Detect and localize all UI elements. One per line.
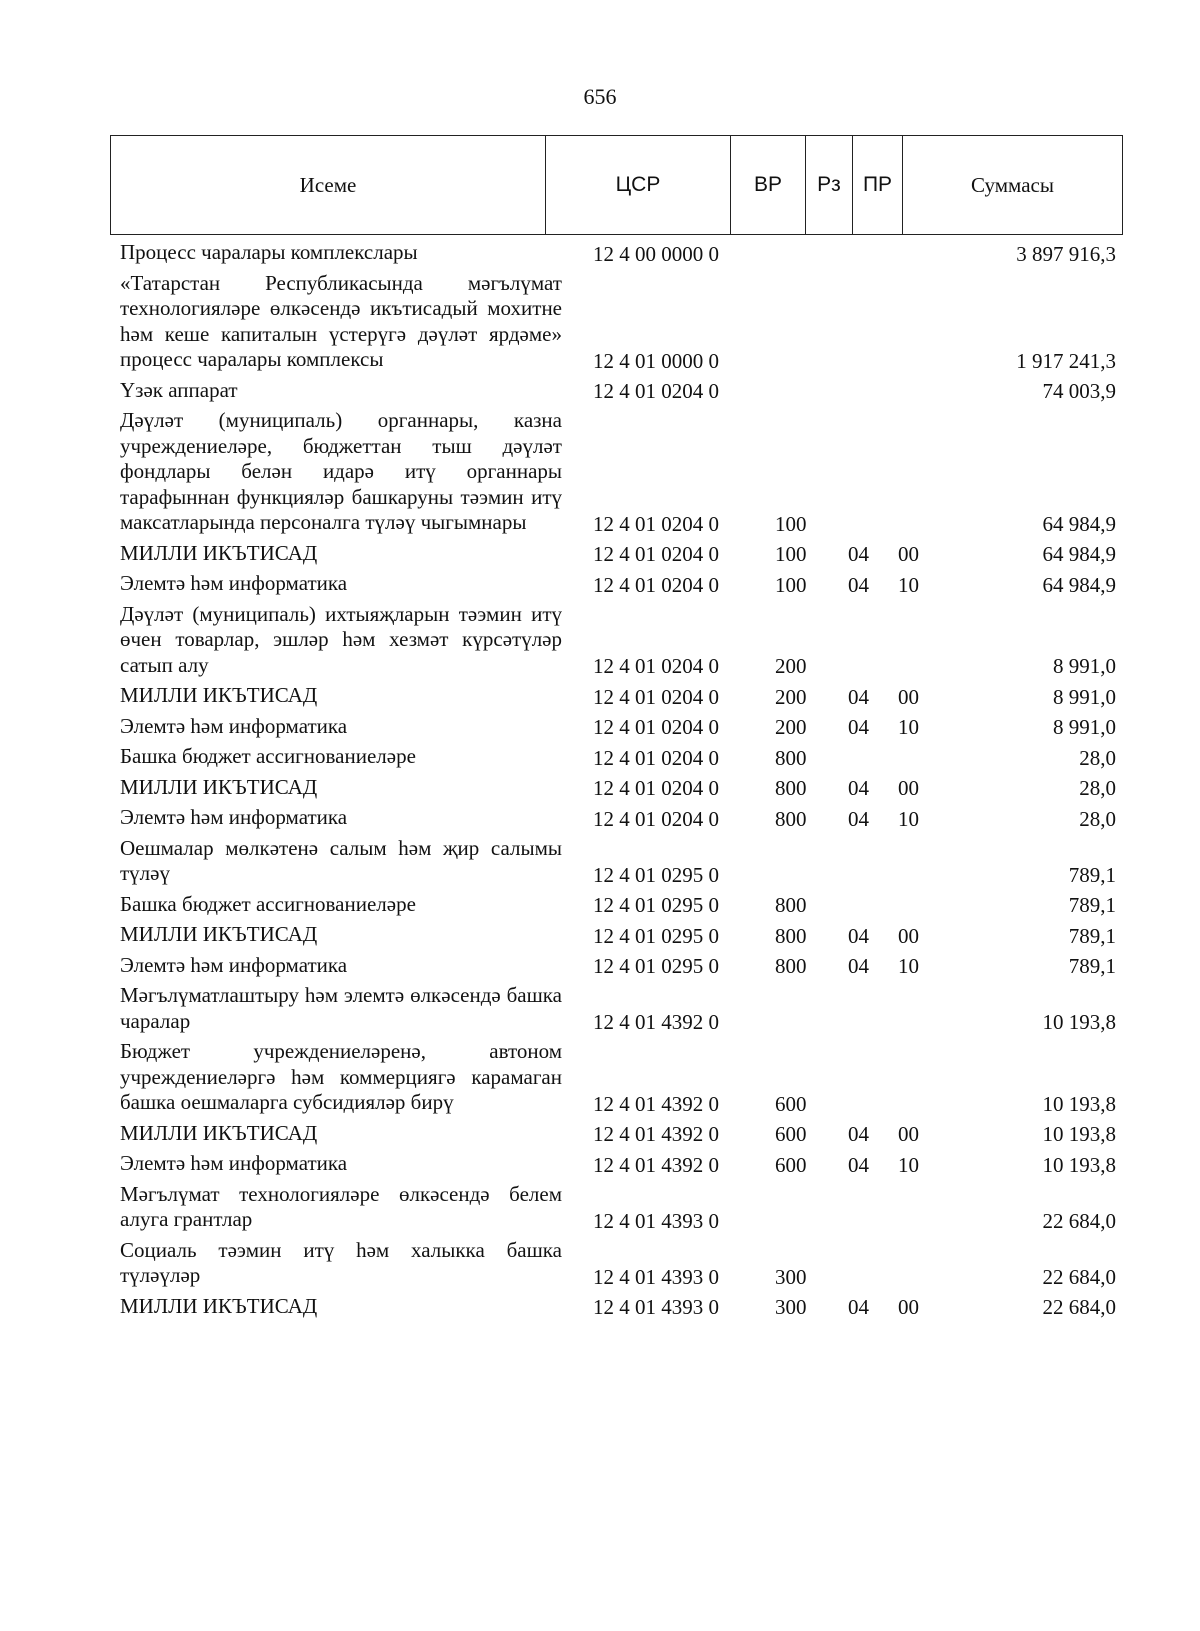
header-sum: Суммасы (903, 136, 1123, 235)
table-row (110, 890, 1122, 921)
row-vr: 800 (775, 776, 807, 800)
row-vr: 200 (775, 715, 807, 739)
row-csr: 12 4 01 0204 0 (593, 379, 719, 403)
row-sum: 64 984,9 (1042, 511, 1116, 536)
row-vr: 300 (775, 1295, 807, 1319)
row-vr: 800 (775, 893, 807, 917)
page-number: 656 (583, 84, 617, 109)
row-rz: 04 (848, 954, 869, 978)
table-row (110, 406, 1122, 539)
table-header (110, 135, 1123, 235)
table-row (110, 742, 1122, 773)
row-pr: 00 (898, 1122, 919, 1146)
row-name: Оешмалар мөлкәтенә салым һәм җир салымы түләү (120, 835, 562, 885)
row-sum: 789,1 (1068, 954, 1116, 978)
table-row (110, 569, 1122, 600)
row-sum: 3 897 916,3 (1016, 241, 1116, 266)
row-csr: 12 4 00 0000 0 (593, 241, 719, 266)
row-name: «Татарстан Республикасында мәгълүмат технологияләре өлкәсендә икътисадый мохитне һәм кеше капиталын үстерүгә дәүләт ярдәме» процесс чаралары комплексы (120, 270, 562, 371)
row-csr: 12 4 01 0295 0 (593, 923, 719, 948)
row-pr: 00 (898, 542, 919, 566)
row-vr: 600 (775, 1122, 807, 1146)
row-csr: 12 4 01 0295 0 (593, 862, 719, 887)
row-pr: 10 (898, 806, 919, 831)
row-sum: 64 984,9 (1042, 572, 1116, 597)
row-csr: 12 4 01 0295 0 (593, 893, 719, 917)
row-sum: 8 991,0 (1053, 654, 1116, 678)
row-name: МИЛЛИ ИКЪТИСАД (120, 774, 318, 799)
table-row (110, 539, 1122, 570)
row-name: МИЛЛИ ИКЪТИСАД (120, 540, 318, 565)
row-sum: 64 984,9 (1042, 542, 1116, 566)
row-name: МИЛЛИ ИКЪТИСАД (120, 922, 318, 946)
row-vr: 800 (775, 954, 807, 978)
row-rz: 04 (848, 923, 869, 948)
row-sum: 28,0 (1079, 745, 1116, 770)
row-vr: 300 (775, 1264, 807, 1289)
row-name: Элемтә һәм информатика (120, 952, 348, 977)
row-vr: 800 (775, 923, 807, 948)
row-pr: 00 (898, 776, 919, 800)
row-name: Элемтә һәм информатика (120, 805, 348, 829)
row-sum: 10 193,8 (1042, 1152, 1116, 1177)
row-rz: 04 (848, 715, 869, 739)
row-rz: 04 (848, 806, 869, 831)
row-vr: 200 (775, 684, 807, 709)
row-vr: 800 (775, 745, 807, 770)
row-sum: 22 684,0 (1042, 1208, 1116, 1233)
row-csr: 12 4 01 0204 0 (593, 511, 719, 536)
row-rz: 04 (848, 572, 869, 597)
row-rz: 04 (848, 1122, 869, 1146)
row-csr: 12 4 01 4392 0 (593, 1152, 719, 1177)
row-name: Социаль тәэмин итү һәм халыкка башка түләүләр (120, 1237, 562, 1287)
row-sum: 789,1 (1068, 923, 1116, 948)
row-name: Үзәк аппарат (120, 377, 238, 402)
row-rz: 04 (848, 1295, 869, 1319)
row-sum: 8 991,0 (1053, 684, 1116, 709)
table-row (110, 920, 1122, 951)
row-csr: 12 4 01 4392 0 (593, 1091, 719, 1116)
row-name: Процесс чаралары комплекслары (120, 240, 418, 264)
row-sum: 74 003,9 (1042, 379, 1116, 403)
row-name: Башка бюджет ассигнованиеләре (120, 744, 416, 768)
row-csr: 12 4 01 4393 0 (593, 1264, 719, 1289)
row-csr: 12 4 01 0204 0 (593, 684, 719, 709)
table-row (110, 1180, 1122, 1236)
row-name: Бюджет учреждениеләренә, автоном учреждениеләргә һәм коммерциягә карамаган башка оешмаларга субсидияләр бирү (120, 1039, 562, 1114)
header-csr: ЦСР (546, 136, 731, 235)
row-name: Элемтә һәм информатика (120, 571, 348, 595)
table-row (110, 951, 1122, 982)
row-vr: 600 (775, 1091, 807, 1116)
table-row (110, 600, 1122, 682)
row-csr: 12 4 01 0204 0 (593, 715, 719, 739)
row-csr: 12 4 01 4393 0 (593, 1295, 719, 1319)
table-row (110, 1119, 1122, 1150)
row-rz: 04 (848, 776, 869, 800)
row-sum: 1 917 241,3 (1016, 348, 1116, 373)
row-pr: 10 (898, 715, 919, 739)
row-csr: 12 4 01 0204 0 (593, 654, 719, 678)
row-sum: 22 684,0 (1042, 1264, 1116, 1289)
row-name: Элемтә һәм информатика (120, 713, 348, 738)
row-pr: 10 (898, 1152, 919, 1177)
table-body (110, 238, 1122, 1322)
table-row (110, 803, 1122, 834)
row-name: Мәгълүматлаштыру һәм элемтә өлкәсендә башка чаралар (120, 983, 562, 1033)
row-csr: 12 4 01 4393 0 (593, 1208, 719, 1233)
table-row (110, 269, 1122, 376)
row-csr: 12 4 01 0204 0 (593, 572, 719, 597)
row-name: МИЛЛИ ИКЪТИСАД (120, 1293, 318, 1318)
row-csr: 12 4 01 0204 0 (593, 542, 719, 566)
row-vr: 200 (775, 654, 807, 678)
row-name: МИЛЛИ ИКЪТИСАД (120, 683, 318, 707)
row-name: МИЛЛИ ИКЪТИСАД (120, 1120, 318, 1145)
table-row (110, 712, 1122, 743)
row-csr: 12 4 01 4392 0 (593, 1010, 719, 1034)
row-name: Элемтә һәм информатика (120, 1151, 348, 1175)
row-sum: 22 684,0 (1042, 1295, 1116, 1319)
row-vr: 800 (775, 806, 807, 831)
row-sum: 10 193,8 (1042, 1122, 1116, 1146)
row-vr: 100 (775, 542, 807, 566)
row-csr: 12 4 01 0000 0 (593, 348, 719, 373)
row-vr: 100 (775, 511, 807, 536)
row-rz: 04 (848, 542, 869, 566)
row-csr: 12 4 01 0204 0 (593, 745, 719, 770)
row-pr: 00 (898, 684, 919, 709)
row-sum: 10 193,8 (1042, 1091, 1116, 1116)
row-sum: 789,1 (1068, 862, 1116, 887)
row-name: Башка бюджет ассигнованиеләре (120, 891, 416, 916)
table-row (110, 773, 1122, 804)
row-sum: 789,1 (1068, 893, 1116, 917)
row-sum: 10 193,8 (1042, 1010, 1116, 1034)
row-csr: 12 4 01 0204 0 (593, 776, 719, 800)
table-row (110, 238, 1122, 269)
row-csr: 12 4 01 0204 0 (593, 806, 719, 831)
header-rz: Рз (806, 136, 853, 235)
table-row (110, 1149, 1122, 1180)
table-row (110, 1037, 1122, 1119)
row-name: Дәүләт (муниципаль) ихтыяҗларын тәэмин итү өчен товарлар, эшләр һәм хезмәт күрсәтүләр сатып алу (120, 601, 562, 677)
table-row (110, 376, 1122, 407)
row-csr: 12 4 01 0295 0 (593, 954, 719, 978)
row-csr: 12 4 01 4392 0 (593, 1122, 719, 1146)
row-vr: 100 (775, 572, 807, 597)
row-sum: 28,0 (1079, 776, 1116, 800)
table-row (110, 1292, 1122, 1323)
row-sum: 28,0 (1079, 806, 1116, 831)
header-pr: ПР (853, 136, 903, 235)
table-row (110, 834, 1122, 890)
row-name: Дәүләт (муниципаль) органнары, казна учреждениеләре, бюджеттан тыш дәүләт фондлары белән идарә итү органнары тарафыннан функцияләр башкаруны тәэмин итү максатларында персоналга түләү чыгымнары (120, 408, 562, 534)
row-pr: 10 (898, 572, 919, 597)
row-sum: 8 991,0 (1053, 715, 1116, 739)
table-row (110, 681, 1122, 712)
row-pr: 00 (898, 1295, 919, 1319)
row-rz: 04 (848, 1152, 869, 1177)
table-row (110, 981, 1122, 1037)
table-row (110, 1236, 1122, 1292)
row-vr: 600 (775, 1152, 807, 1177)
row-rz: 04 (848, 684, 869, 709)
row-pr: 00 (898, 923, 919, 948)
header-vr: ВР (731, 136, 806, 235)
row-pr: 10 (898, 954, 919, 978)
header-name: Исеме (111, 136, 546, 235)
row-name: Мәгълүмат технологияләре өлкәсендә белем алуга грантлар (120, 1181, 562, 1231)
